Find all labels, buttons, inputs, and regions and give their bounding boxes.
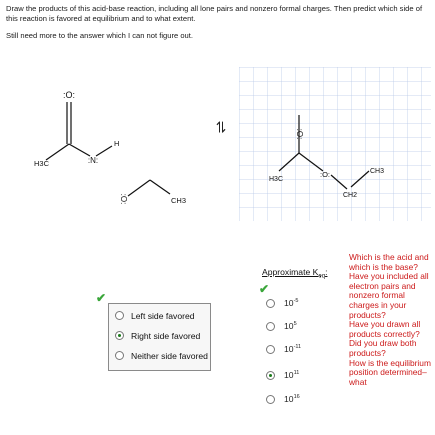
product-link-oxygen-label: :O:: [319, 170, 331, 179]
keq-option-4-label: $10^{11}$: [284, 370, 300, 380]
side-option-left-label: Left side favored: [131, 311, 195, 321]
side-option-left[interactable]: [109, 309, 209, 325]
note-text: Still need more to the answer which I can not figure out.: [6, 31, 193, 40]
keq-option-5[interactable]: [266, 393, 336, 409]
keq-option-5-label: $10^{16}$: [284, 394, 300, 404]
side-option-neither-radio[interactable]: [115, 351, 124, 360]
keq-option-3-label: $10^{-11}$: [284, 344, 302, 354]
hint-2: Have you included all electron pairs and nonzero formal charges in your products?: [349, 271, 429, 320]
hint-4: Did you draw both products?: [349, 338, 417, 358]
side-option-right-radio[interactable]: [115, 331, 124, 340]
reactant-h-label: H: [114, 139, 120, 148]
hint-3: Have you drawn all products correctly?: [349, 319, 421, 339]
keq-header: Approximate $K_{eq}$:: [262, 267, 328, 280]
base-ch3-label: CH3: [171, 196, 187, 205]
keq-option-5-radio[interactable]: [266, 395, 275, 404]
reactant-nitrogen-label: :N:: [87, 156, 99, 165]
product-h3c-label: H3C: [269, 176, 284, 183]
product-ch2-label: CH2: [343, 192, 358, 199]
side-option-neither-label: Neither side favored: [131, 351, 208, 361]
reactant-oxygen-label: :O:: [62, 90, 76, 100]
keq-option-3-radio[interactable]: [266, 345, 275, 354]
reactants-drawing: [20, 80, 220, 230]
question-text: Draw the products of this acid-base reaction, including all lone pairs and nonzero formal charges. Then predict which side of this reaction is favored at equilibrium and to what extent.: [6, 4, 423, 23]
keq-option-3[interactable]: [266, 343, 336, 359]
reactant-h3c-label: H3C: [34, 159, 50, 168]
keq-option-1-radio[interactable]: [266, 299, 275, 308]
side-correct-checkmark-icon: ✔: [96, 291, 107, 305]
keq-option-2-radio[interactable]: [266, 322, 275, 331]
base-oxygen-label: :O:: [119, 193, 128, 205]
hint-5: How is the equilibrium position determined–what: [349, 357, 431, 387]
keq-option-2[interactable]: [266, 320, 336, 336]
product-drawing-grid[interactable]: [239, 67, 431, 221]
side-option-left-radio[interactable]: [115, 311, 124, 320]
side-favored-answer-box: [108, 303, 211, 371]
product-ch3-label: CH3: [370, 168, 385, 175]
keq-option-4[interactable]: [266, 369, 336, 385]
equilibrium-arrow: ⇌: [212, 120, 230, 134]
keq-correct-checkmark-icon: ✔: [259, 282, 270, 296]
product-oxygen-label: :O:: [295, 128, 304, 140]
keq-option-4-radio[interactable]: [266, 371, 275, 380]
side-option-right[interactable]: [109, 329, 209, 345]
side-option-right-label: Right side favored: [131, 331, 201, 341]
side-option-neither[interactable]: [109, 349, 209, 365]
hints-panel: [349, 253, 433, 387]
keq-option-1[interactable]: [266, 297, 336, 313]
keq-option-1-label: $10^{-5}$: [284, 298, 299, 308]
keq-option-2-label: $10^5$: [284, 321, 297, 331]
hint-1: Which is the acid and which is the base?: [349, 252, 429, 272]
